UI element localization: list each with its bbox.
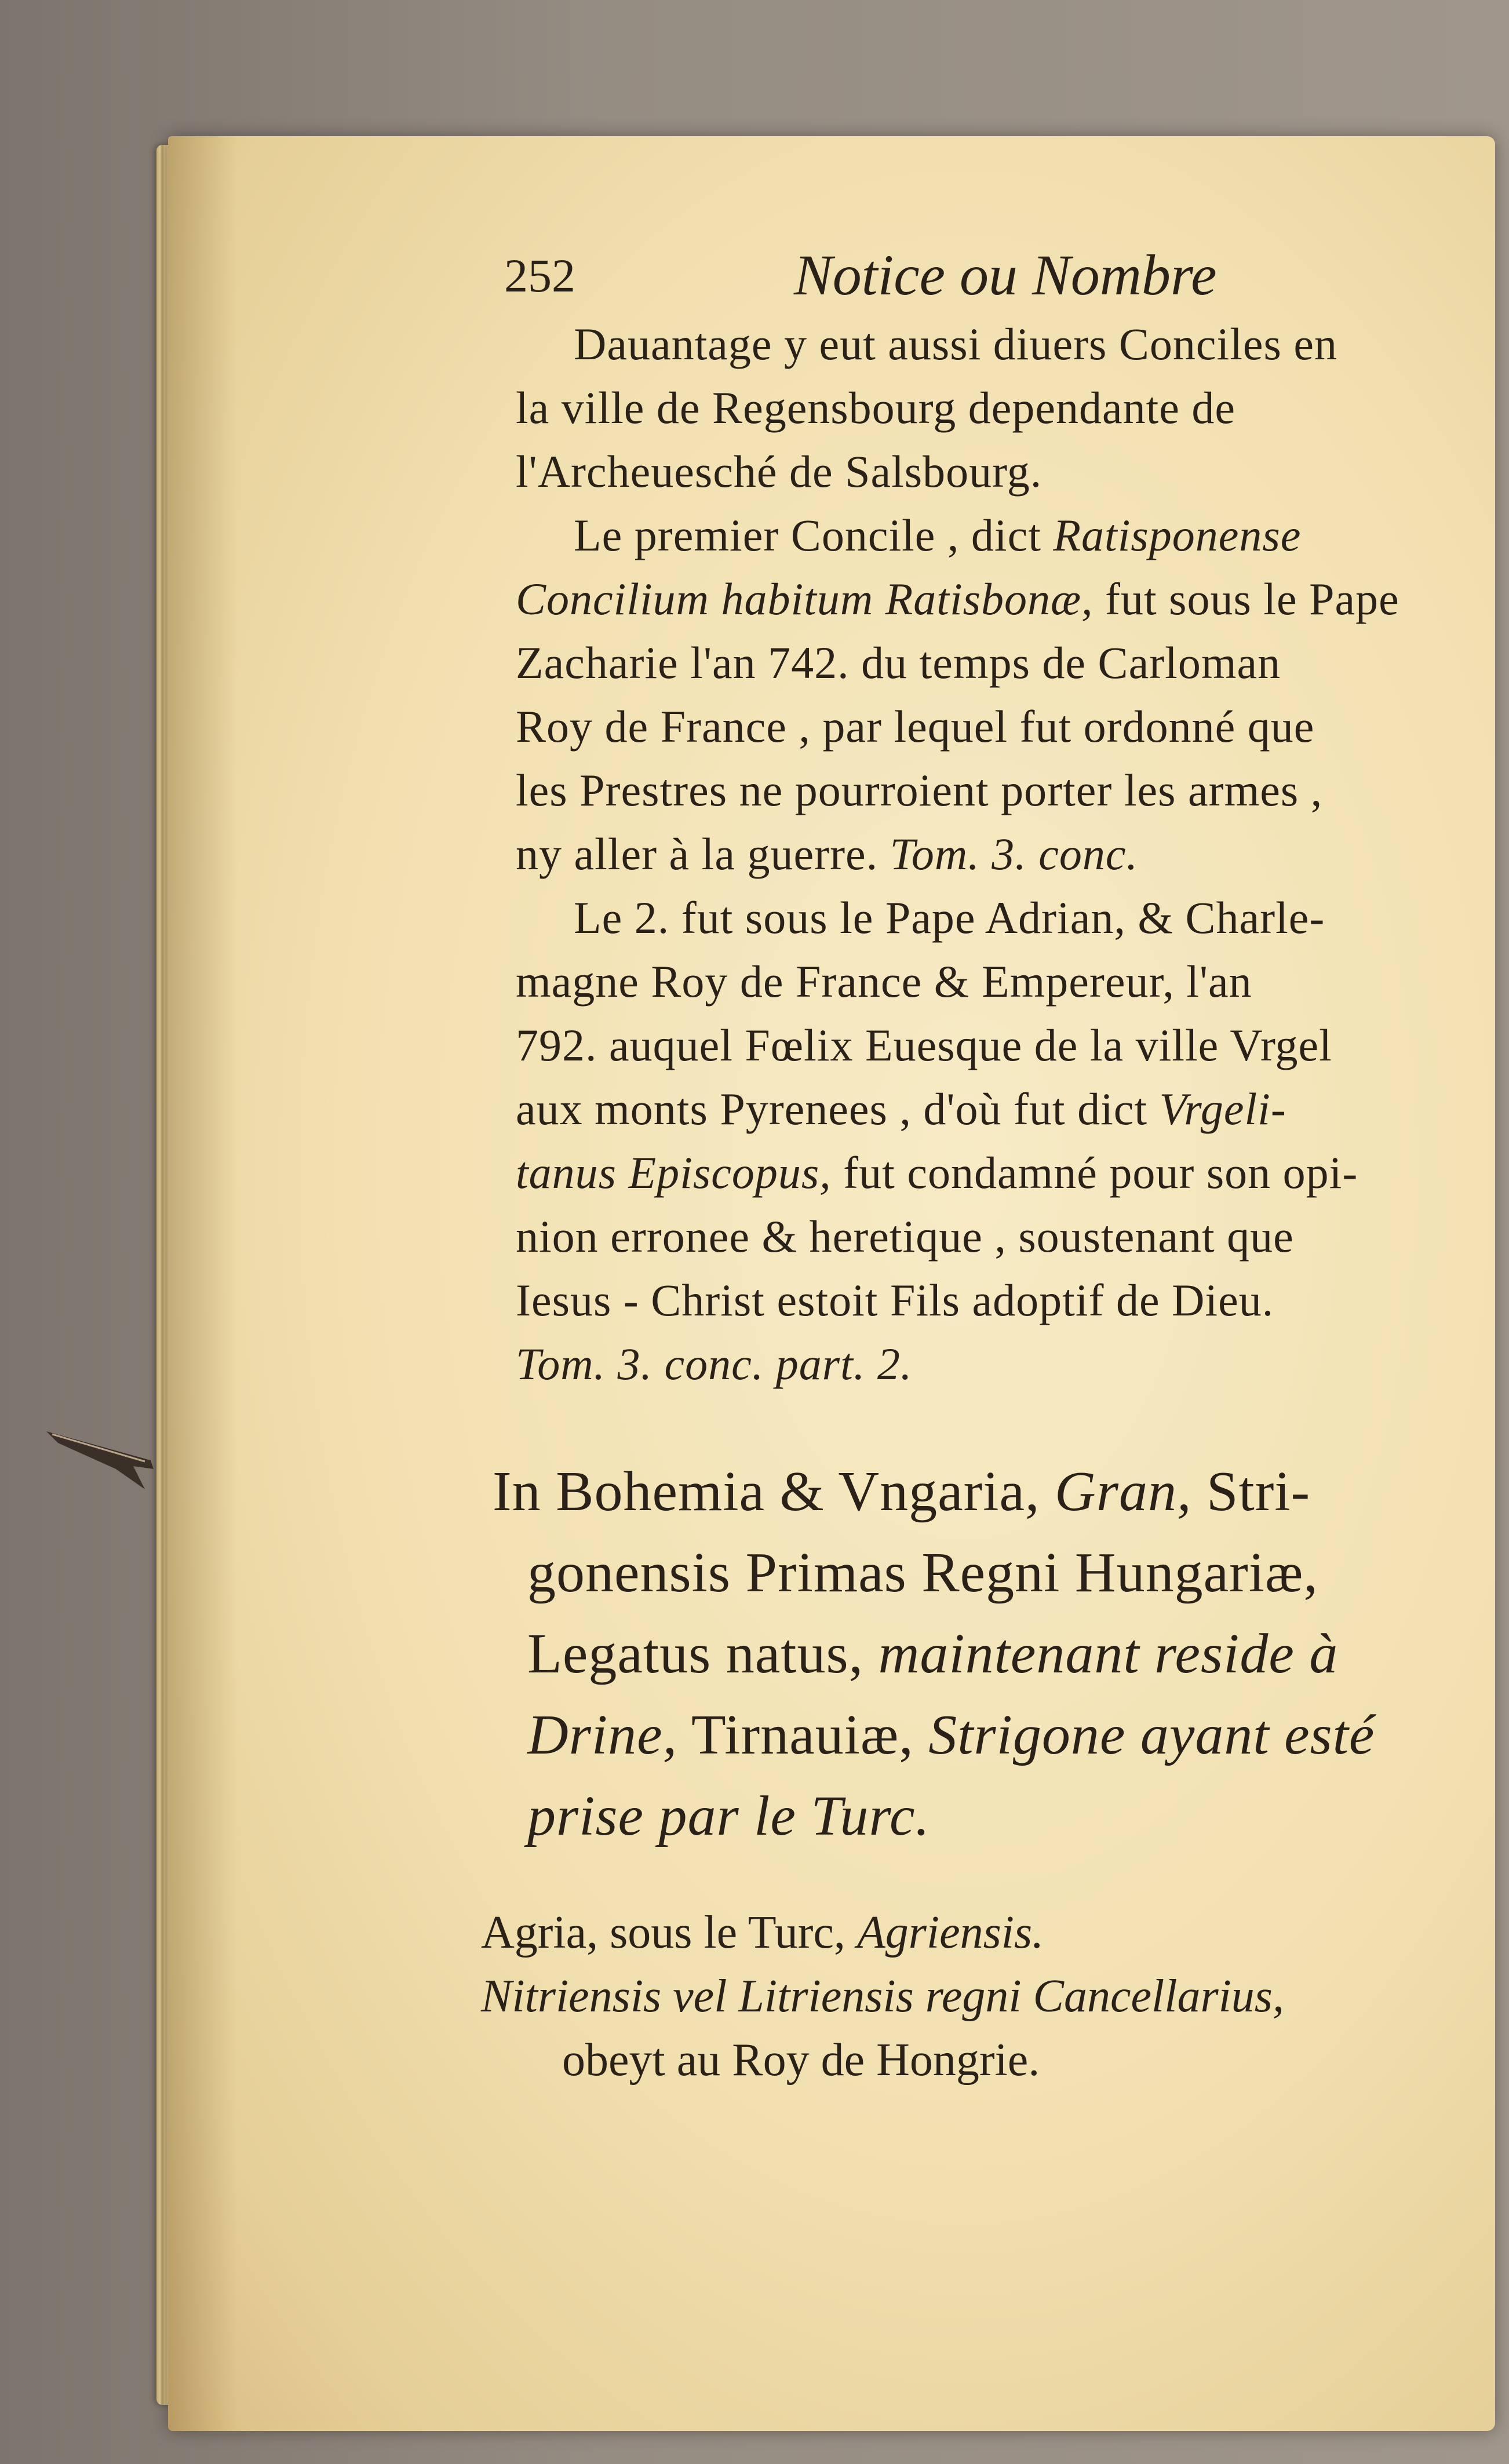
text-line: obeyt au Roy de Hongrie. xyxy=(562,2035,1040,2086)
latin-term: tanus Episcopus, xyxy=(516,1147,832,1198)
latin-term: Vrgeli- xyxy=(1159,1084,1286,1134)
text-line: Nitriensis vel Litriensis regni Cancellarius, xyxy=(481,1971,1284,2022)
page-number: 252 xyxy=(504,249,575,302)
text-line: 792. auquel Fœlix Euesque de la ville Vrgel xyxy=(516,1020,1332,1070)
text-line: Le 2. fut sous le Pape Adrian, & Charle- xyxy=(574,892,1325,943)
text-line: la ville de Regensbourg dependante de xyxy=(516,382,1236,433)
text-line: Dauantage y eut aussi diuers Conciles en xyxy=(574,319,1337,369)
spine-shadow xyxy=(168,136,238,2431)
place-name: Drine, xyxy=(527,1704,678,1766)
text-line xyxy=(493,1460,1311,1523)
text-run: maintenant reside à xyxy=(878,1623,1339,1685)
text-run: Legatus natus, xyxy=(527,1623,864,1685)
text-line: Roy de France , par lequel fut ordonné que xyxy=(516,701,1315,752)
latin-term: Ratisponense xyxy=(1053,510,1302,560)
running-title: Notice ou Nombre xyxy=(794,243,1217,307)
text-line xyxy=(516,1084,1286,1134)
place-name: Gran, xyxy=(1055,1460,1192,1523)
text-line xyxy=(527,1623,1339,1685)
text-run: Tirnauiæ, xyxy=(691,1704,914,1766)
text-run: ny aller à la guerre. xyxy=(516,829,879,879)
text-run: aux monts Pyrenees , d'où fut dict xyxy=(516,1084,1148,1134)
text-line xyxy=(516,1147,1358,1198)
text-line: nion erronee & heretique , soustenant que xyxy=(516,1211,1294,1262)
text-line: Zacharie l'an 742. du temps de Carloman xyxy=(516,637,1281,688)
text-line: prise par le Turc. xyxy=(527,1785,930,1847)
latin-term: Agriensis. xyxy=(856,1907,1044,1958)
text-line: gonensis Primas Regni Hungariæ, xyxy=(527,1541,1318,1604)
text-line: les Prestres ne pourroient porter les armes , xyxy=(516,765,1323,815)
text-line xyxy=(516,829,1138,879)
book-page xyxy=(168,136,1495,2431)
ribbon-bookmark xyxy=(46,1426,156,1495)
text-run: fut condamné pour son opi- xyxy=(843,1147,1358,1198)
latin-term: Concilium habitum Ratisbonæ, xyxy=(516,574,1094,624)
text-run: Stri- xyxy=(1206,1460,1311,1523)
text-line xyxy=(481,1909,1044,1956)
text-line: Iesus - Christ estoit Fils adoptif de Dieu. xyxy=(516,1275,1274,1325)
text-line: magne Roy de France & Empereur, l'an xyxy=(516,956,1252,1007)
text-line: l'Archeuesché de Salsbourg. xyxy=(516,446,1043,497)
citation: Tom. 3. conc. xyxy=(890,829,1138,879)
text-run: In Bohemia & Vngaria, xyxy=(493,1460,1040,1523)
text-line xyxy=(574,510,1302,560)
text-line xyxy=(516,574,1399,624)
text-run: fut sous le Pape xyxy=(1105,574,1399,624)
text-run: Strigone ayant esté xyxy=(928,1704,1375,1766)
text-run: Agria, sous le Turc, xyxy=(481,1907,845,1958)
text-line xyxy=(527,1704,1375,1766)
citation: Tom. 3. conc. part. 2. xyxy=(516,1339,913,1389)
text-run: Le premier Concile , dict xyxy=(574,510,1041,560)
